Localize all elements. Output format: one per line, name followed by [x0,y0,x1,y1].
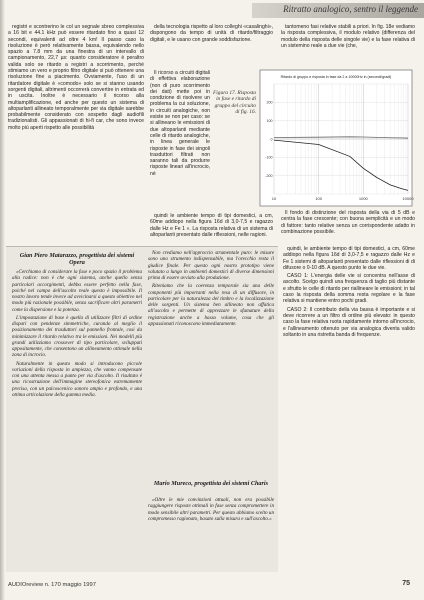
interview-column-1 [12,269,142,569]
article-column-4 [283,246,415,571]
article-paragraph: Il ricorso a circuiti digitali di effettiva elaborazione (non di puro scorrimento dei dati) mette poi in condizione di risolvere un problema la cui soluzione, in circuiti analogiche, non esiste se non per caso: se si allineano le emissioni di due altoparlanti mediante celle di ritardo analogiche, in linea generale le risposte in fase dei singoli trasduttori filtrati non saranno tali da produrre risposte lineari all'incrocio, né [150,70,210,177]
article-column-3-top [281,24,415,70]
x-tick-label: 100 [315,196,323,201]
phase-group-delay-chart [260,70,412,206]
y-tick-label: 200 [266,100,273,105]
interview-column-2 [148,250,274,480]
article-paragraph: Il fondo di distinzione del risposta della via di 5 dB e centra la fase crescente; con buona semplicità e un modo di fattore: tanto relative senza un corrispondente adatto in combinazione possibile. [281,210,415,235]
figure-caption: Figura 17. Risposta in fase e ritardo di gruppo del circuito di fig. 16. [213,90,256,116]
article-column-2 [150,70,210,216]
x-tick-label: 10000 [402,196,414,201]
footer-issue: AUDIOreview n. 170 maggio 1997 [8,582,96,588]
interview-column-3 [148,497,274,569]
interview-box [6,246,278,572]
article-column-2-bottom [150,213,273,246]
article-paragraph: della tecnologia rispetto al loro colleghi «casalinghi», dispongono da tempo di unità di ritardo/filtraggio digitali, e le usano con grande soddisfazione. [150,24,273,43]
x-tick-label: 1000 [358,196,368,201]
figure-17 [212,70,412,206]
chart-container [260,70,412,206]
binding-shadow [0,0,5,600]
interview-paragraph: «Cerchiamo di considerare la fase e poco spazio il problema alla radice: non è che ogni sistema, anche quello senza particolari accorgimenti, debba essere perfetto nella fase, poiché nel campo dell'ascolto reale questo è impossibile. Il nostro lavoro tende invece ad avvicinarsi a questo obiettivo nel modo più razionale possibile, senza sacrificare altri parametri come la dispersione e la potenza. [12,269,142,313]
y-tick-label: 100 [266,119,273,124]
y-tick-label: -100 [265,155,273,160]
article-paragraph: registri e scontrerino le col un segnale sbreo complessiva a 16 bit e 44.1 kHz può essere ritardato fino a quasi 12 secondi, equivalenti ad oltre 4 km! Il passo caso la risoluzione è però relativamente bassa, equivalendo nello spazio a 7.8 mm da una finestra di un intervallo di campionamento, 22,7 µs: quanto consideratore è peraltro valida solo se ritardo a registri a scorrimento, perché stimiamo un vero e proprio filtro digitale si può ottenere una risoluzione fine a piacimento. Ovviamente, l'uso di un ritardatore digitale è «comodo» solo se si stanno usando sorgenti digitali, altrimenti occorrerà convertire in entrata ed in uscita. Inoltre è necessario il ricorso alla multiamplificazione, ed anche per questo un sistema di altoparlanti allineato temporalmente per via digitale sarebbe probabilmente considerato con sospetto dagli audiofili tradizionalisti. Gli appassionati di hi-fi car, che sono invece molto più aperti rispetto alle possibilità [8,24,144,131]
article-paragraph-caso-1: CASO 1: L'energia delle vie si concentra nell'asse di ascolto. Scelgo quindi una frequenza di taglio più distante e sfrutto le celle di ritardo per riallineare le emissioni; in tal caso la risposta della somma resta regolare e la fase relativa si mantiene entro pochi gradi. [283,273,415,305]
article-paragraph: quindi, le ambiente tempo di tipi domestici, a cm, 60me addiopo nella figura 16d di 3,0-7,5 e ragazzo dalle Hz e Fe 1 sistemi di altoparlanti presentato dalle riflessioni di di difusore o 0-10 dB. A questo punto le due vie. [283,246,415,271]
interview-paragraph: Naturalmente in questo modo si introducono piccole variazioni della risposta in ampiezza, che vanno compensate con una attenta messa a punto per via d'ascolto. Il risultato è una ricostruzione dell'immagine stereofonica estremamente precisa, con un palcoscenico sonoro ampio e profondo, e una ottima articolazione della gamma media. [12,360,142,398]
y-tick-label: -200 [265,174,273,179]
section-header-bar [252,3,424,18]
interview-title-2: Mario Mureco, progettista dei sistemi Charis [153,480,269,487]
article-column-3-bottom [281,210,415,246]
interview-title-1: Gian Piero Matarazzo, progettista dei sistemi Opera [19,252,135,267]
article-paragraph: quindi le ambiente tempo di tipi domestici, a cm, 60me addiopo nella figura 16d di 3,0-7,5 e ragazzo dalle Hz e Fe 1 ». La risposta relativa di un sistema di altoparlanti presentato dalle riflessioni, nelle ragioni. [150,213,273,238]
interview-paragraph: L'impostazione di base è quella di utilizzare filtri di ordine dispari con pendenze simmetriche, curando al meglio il posizionamento dei trasduttori sul pannello frontale, così da minimizzare il ritardo relativo tra le emissioni. Nei modelli più grandi utilizziamo crossover di tipo particolare, sviluppati appositamente, che consentono un allineamento ottimale nella zona di incrocio. [12,314,142,359]
article-column-1 [8,24,144,244]
page-number: 75 [402,580,410,587]
x-tick-label: 10 [271,196,277,201]
article-paragraph-caso-2: CASO 2: Il contributo della via bassa è importante e si deve ricorrere a un filtro di ordine più elevato: in questo caso la fase relativa ruota rapidamente intorno all'incrocio, e l'allineamento ottenuto per via analogica diventa valido soltanto in una ristretta banda di frequenze. [283,306,415,338]
chart-title: Ritardo di gruppo e risposta in fase da 2 a 10000Hz in (secondi/gradi) [280,75,392,79]
article-paragraph: tantomeno fasi relative stabili a priori. In fig. 18e vediamo la risposta complessiva, il modulo relativo (differenza del modulo della risposta delle singole vie) e la fase relativa di un sistemino reale a due vie (che, [281,24,415,49]
interview-paragraph: Riteniamo che la coerenza temporale sia una delle componenti più importanti nella resa di un diffusore, in particolare per la naturalezza del timbro e la localizzazione delle sorgenti. Un sistema ben allineato non affatica all'ascolto e permette di apprezzare le sfumature della registrazione anche a basso volume, cosa che gli appassionati riconoscono immediatamente. [148,283,274,327]
article-column-2-top [150,24,273,70]
y-tick-label: 0 [270,137,273,142]
section-header-title: Ritratto analogico, sentro il leggende [283,4,418,14]
interview-paragraph: «Oltre le mie convinzioni attuali, non era possibile raggiungere risposte ottimali in fase senza compromettere in modo sensibile altri parametri. Per questo abbiamo scelto un compromesso ragionato, basato sulla misura e sull'ascolto.» [148,497,274,522]
interview-paragraph: Non crediamo nell'approccio strumentale puro: le misure sono uno strumento indispensabile, ma l'orecchio resta il giudice finale. Per questo ogni nostro prototipo viene valutato a lungo in ambienti domestici di diverse dimensioni prima di essere avviato alla produzione. [148,250,274,281]
